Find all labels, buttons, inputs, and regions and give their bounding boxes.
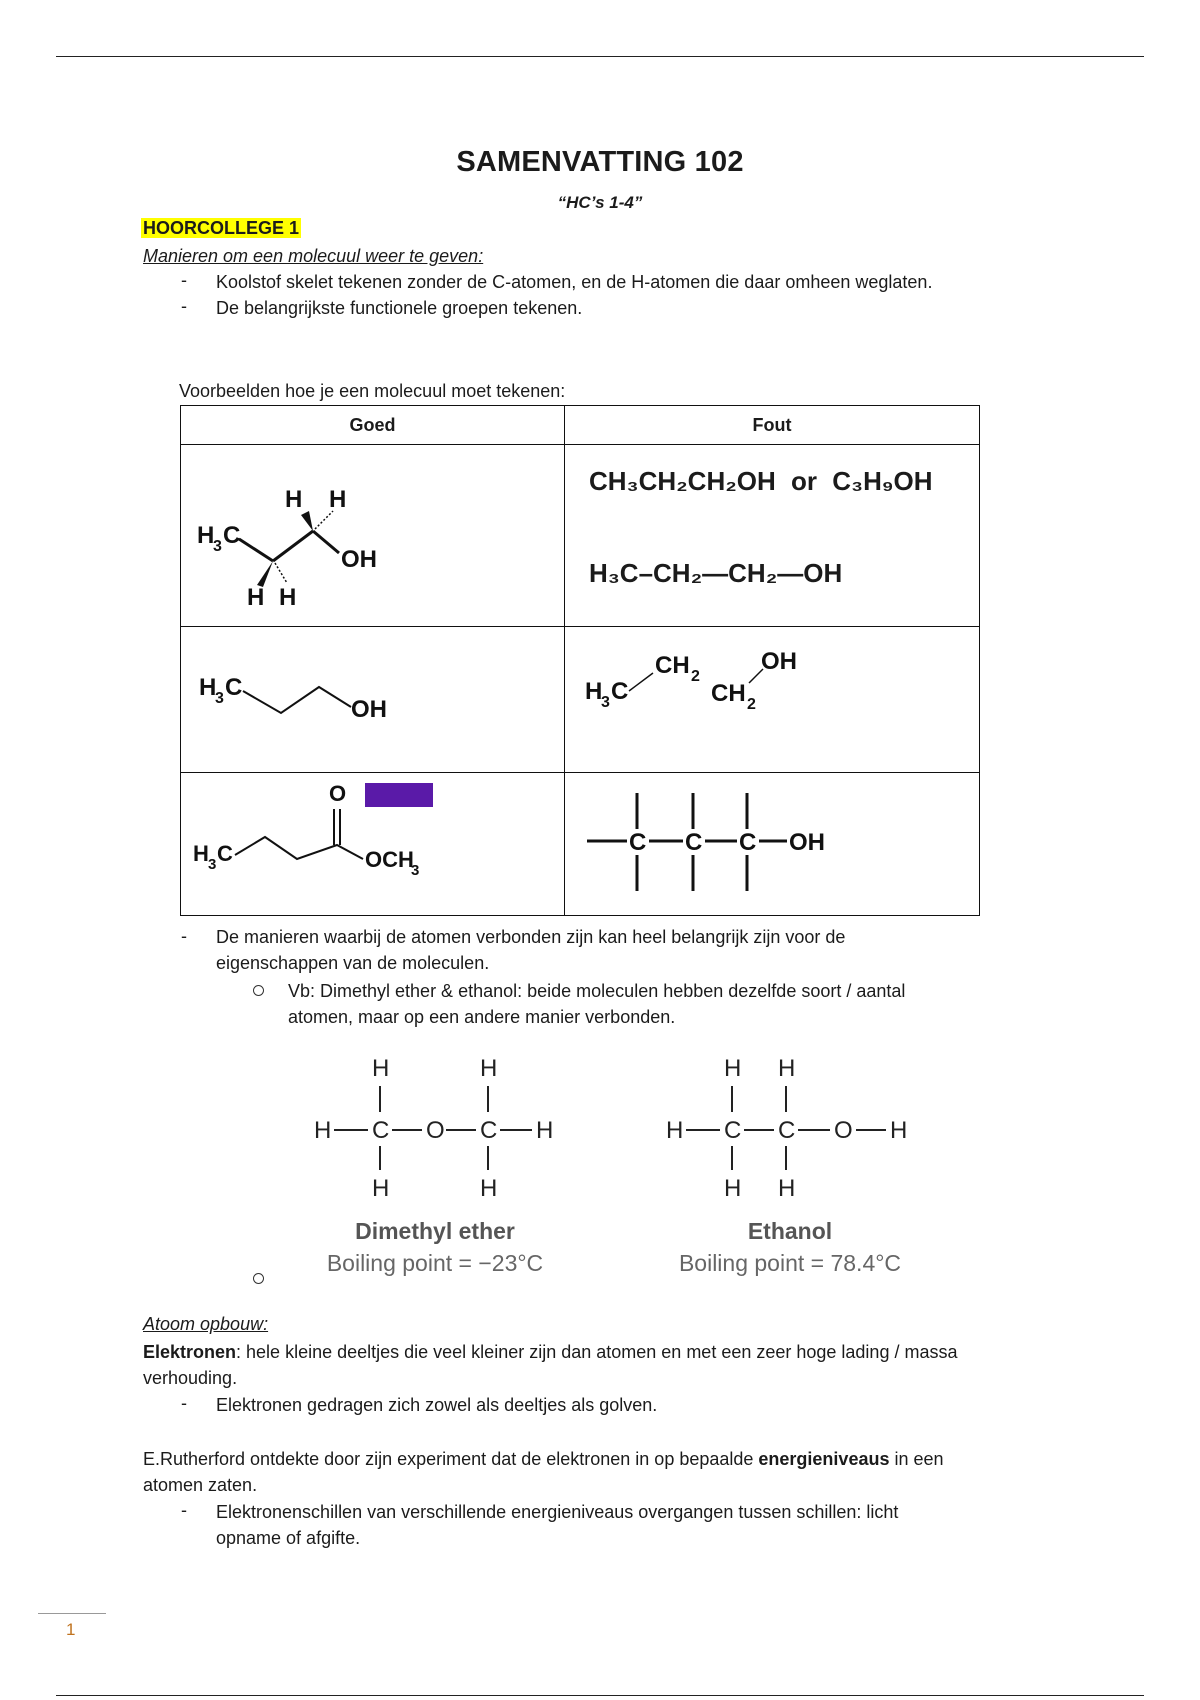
svg-text:OH: OH [761, 648, 797, 675]
bullet-text: De belangrijkste functionele groepen tekenen. [216, 298, 583, 318]
svg-text:C: C [724, 1117, 742, 1144]
svg-text:H: H [279, 584, 297, 611]
bullet-text-cont: eigenschappen van de moleculen. [216, 953, 490, 973]
svg-text:H: H [666, 1117, 684, 1144]
svg-text:C: C [223, 522, 241, 549]
svg-text:3: 3 [208, 856, 217, 873]
skeletal-propanol-drawing [181, 627, 564, 767]
redaction-mark [365, 783, 433, 807]
svg-text:3: 3 [215, 690, 224, 707]
page-subtitle: “HC’s 1-4” [557, 193, 643, 212]
condensed-formula: CH₃CH₂CH₂OH [589, 465, 776, 496]
definition-electrons: : hele kleine deeltjes die veel kleiner zijn dan atomen en met een zeer hoge lading / massa [236, 1342, 958, 1362]
bullet-dash: - [181, 926, 187, 946]
svg-text:3: 3 [411, 862, 420, 879]
bullet-text-cont: opname of afgifte. [216, 1528, 361, 1548]
svg-text:2: 2 [747, 696, 756, 713]
sub-bullet-circle [253, 985, 264, 996]
bullet-text: Elektronen gedragen zich zowel als deeltjes als golven. [216, 1395, 658, 1415]
bottom-rule [56, 1695, 1144, 1696]
cell-good-wedge [181, 445, 565, 627]
svg-text:O: O [834, 1117, 853, 1144]
bullet-dash: - [181, 1500, 187, 1520]
wedge-structure-drawing [181, 445, 564, 621]
svg-text:H: H [372, 1175, 390, 1202]
header-good: Goed [181, 406, 565, 445]
svg-text:C: C [372, 1117, 390, 1144]
svg-text:H: H [193, 841, 209, 866]
paragraph-rutherford-cont: atomen zaten. [143, 1475, 258, 1495]
svg-text:C: C [480, 1117, 498, 1144]
svg-text:C: C [225, 674, 243, 701]
mol2-boiling-point: Boiling point = 78.4°C [678, 1250, 902, 1276]
subheading: Manieren om een molecuul weer te geven: [143, 246, 484, 266]
bullet-text: Koolstof skelet tekenen zonder de C-atomen, en de H-atomen die daar omheen weglaten. [216, 272, 933, 292]
svg-text:H: H [372, 1055, 390, 1082]
svg-text:C: C [217, 841, 233, 866]
svg-text:H: H [197, 522, 215, 549]
svg-text:C: C [778, 1117, 796, 1144]
mol1-boiling-point: Boiling point = −23°C [326, 1250, 544, 1276]
highlighted-heading: HOORCOLLEGE 1 [143, 218, 300, 238]
sub-bullet-text-cont: atomen, maar op een andere manier verbonden. [288, 1007, 676, 1027]
svg-text:C: C [611, 678, 629, 705]
svg-text:C: C [629, 829, 647, 856]
or-label: or [791, 465, 818, 496]
dimethyl-ether-structure [314, 1055, 553, 1202]
svg-text:OH: OH [341, 546, 377, 573]
svg-text:H: H [480, 1055, 498, 1082]
skeletal-ester-drawing [181, 773, 564, 910]
molecule-table [180, 405, 980, 916]
ethanol-structure [666, 1055, 907, 1202]
paragraph-rutherford [143, 1446, 944, 1472]
svg-text:OH: OH [351, 696, 387, 723]
svg-text:CH: CH [655, 652, 690, 679]
svg-text:3: 3 [213, 538, 222, 555]
sub-bullet-circle [253, 1273, 264, 1284]
page-title: SAMENVATTING 102 [456, 146, 744, 178]
rutherford-text-end: in een [889, 1449, 944, 1469]
svg-text:C: C [739, 829, 757, 856]
rutherford-text: E.Rutherford ontdekte door zijn experiment dat de elektronen in op bepaalde [143, 1449, 759, 1469]
subheading: Atoom opbouw: [143, 1314, 269, 1334]
svg-text:H: H [199, 674, 217, 701]
section-heading [141, 215, 301, 241]
svg-text:H: H [314, 1117, 332, 1144]
svg-text:O: O [426, 1117, 445, 1144]
full-bond-drawing [565, 773, 979, 910]
svg-text:H: H [480, 1175, 498, 1202]
svg-text:OH: OH [789, 829, 825, 856]
svg-text:H: H [778, 1055, 796, 1082]
header-wrong: Fout [565, 406, 980, 445]
sub-bullet-text: Vb: Dimethyl ether & ethanol: beide moleculen hebben dezelfde soort / aantal [288, 981, 906, 1001]
svg-text:CH: CH [711, 680, 746, 707]
page-number-rule [38, 1613, 106, 1614]
paragraph-electrons-cont: verhouding. [143, 1368, 238, 1388]
mol1-name: Dimethyl ether [355, 1218, 515, 1244]
bullet-dash: - [181, 296, 187, 316]
bullet-dash: - [181, 270, 187, 290]
skewed-formula-drawing [565, 627, 979, 767]
bullet-dash: - [181, 1393, 187, 1413]
molecular-formula: C₃H₉OH [832, 465, 933, 496]
svg-text:OCH: OCH [365, 847, 414, 872]
term-electrons: Elektronen [143, 1342, 237, 1362]
bullet-text: De manieren waarbij de atomen verbonden zijn kan heel belangrijk zijn voor de [216, 927, 846, 947]
svg-text:3: 3 [601, 694, 610, 711]
linear-formula: H₃C–CH₂—CH₂—OH [589, 557, 843, 588]
mol2-name: Ethanol [747, 1218, 833, 1244]
cell-wrong-skewed [565, 627, 980, 773]
svg-text:H: H [329, 486, 347, 513]
svg-text:2: 2 [691, 668, 700, 685]
svg-text:H: H [285, 486, 303, 513]
cell-good-ester [181, 773, 565, 916]
page-number: 1 [66, 1620, 76, 1639]
term-energy-levels: energieniveaus [758, 1449, 890, 1469]
svg-text:O: O [329, 781, 347, 806]
paragraph-electrons [143, 1339, 957, 1365]
svg-text:H: H [778, 1175, 796, 1202]
cell-wrong-full-bonds [565, 773, 980, 916]
svg-text:H: H [890, 1117, 908, 1144]
bullet-text: Elektronenschillen van verschillende energieniveaus overgangen tussen schillen: licht [216, 1502, 899, 1522]
top-rule [56, 56, 1144, 57]
svg-text:H: H [536, 1117, 554, 1144]
cell-wrong-formulas [565, 445, 980, 627]
svg-text:H: H [724, 1055, 742, 1082]
svg-text:H: H [724, 1175, 742, 1202]
table-caption: Voorbeelden hoe je een molecuul moet tekenen: [179, 381, 566, 401]
svg-text:H: H [585, 678, 603, 705]
svg-text:H: H [247, 584, 265, 611]
cell-good-skeletal [181, 627, 565, 773]
svg-text:C: C [685, 829, 703, 856]
